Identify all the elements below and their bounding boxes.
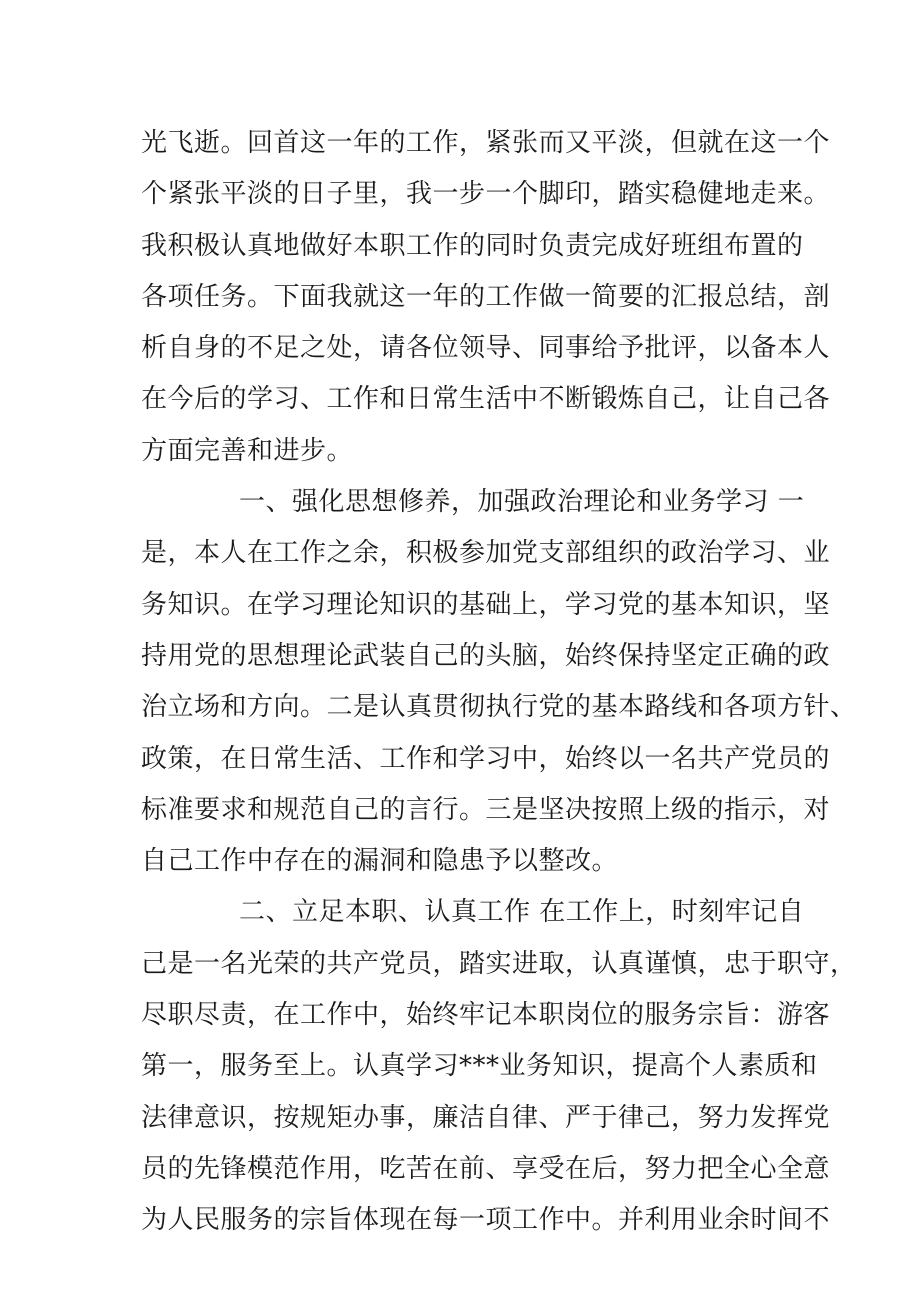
text-line: 个紧张平淡的日子里，我一步一个脚印，踏实稳健地走来。 <box>141 179 831 210</box>
text-line: 在今后的学习、工作和日常生活中不断锻炼自己，让自己各 <box>141 384 831 415</box>
text-line: 为人民服务的宗旨体现在每一项工作中。并利用业余时间不 <box>141 1205 831 1236</box>
text-line: 持用党的思想理论武装自己的头脑，始终保持坚定正确的政 <box>141 640 831 671</box>
text-line: 析自身的不足之处，请各位领导、同事给予批评，以备本人 <box>141 333 831 364</box>
text-line: 第一，服务至上。认真学习***业务知识，提高个人素质和 <box>141 1051 818 1082</box>
document-body-text <box>141 118 857 1247</box>
text-line: 政策，在日常生活、工作和学习中，始终以一名共产党员的 <box>141 743 831 774</box>
text-line: 各项任务。下面我就这一年的工作做一简要的汇报总结，剖 <box>141 281 831 312</box>
text-line: 己是一名光荣的共产党员，踏实进取，认真谨慎，忠于职守， <box>141 948 857 979</box>
section-heading-line: 二、立足本职、认真工作 在工作上，时刻牢记自 <box>239 897 805 928</box>
text-line: 法律意识，按规矩办事，廉洁自律、严于律己，努力发挥党 <box>141 1102 831 1133</box>
text-line: 员的先锋模范作用，吃苦在前、享受在后，努力把全心全意 <box>141 1153 831 1184</box>
text-line: 务知识。在学习理论知识的基础上，学习党的基本知识，坚 <box>141 589 831 620</box>
text-line: 我积极认真地做好本职工作的同时负责完成好班组布置的 <box>141 230 804 261</box>
text-line: 是，本人在工作之余，积极参加党支部组织的政治学习、业 <box>141 538 831 569</box>
text-line: 光飞逝。回首这一年的工作，紧张而又平淡，但就在这一个 <box>141 128 831 158</box>
text-line: 方面完善和进步。 <box>141 435 354 466</box>
text-line: 治立场和方向。二是认真贯彻执行党的基本路线和各项方针、 <box>141 692 857 723</box>
text-line: 标准要求和规范自己的言行。三是坚决按照上级的指示，对 <box>141 794 831 825</box>
section-heading-line: 一、强化思想修养，加强政治理论和业务学习 一 <box>239 487 805 518</box>
text-line: 自己工作中存在的漏洞和隐患予以整改。 <box>141 846 619 877</box>
text-line: 尽职尽责，在工作中，始终牢记本职岗位的服务宗旨：游客 <box>141 1000 831 1031</box>
